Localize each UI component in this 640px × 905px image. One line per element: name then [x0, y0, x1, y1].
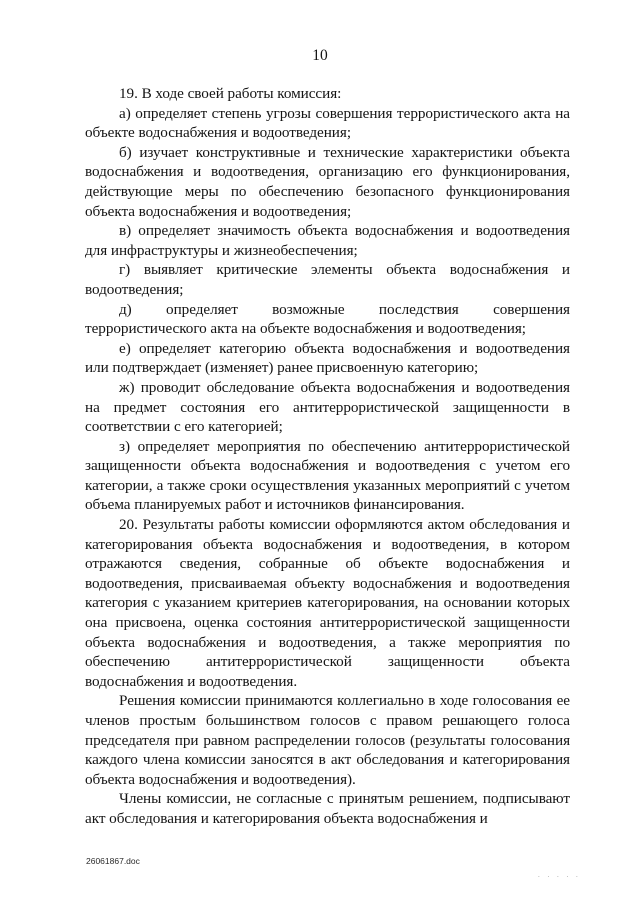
list-item-e: е) определяет категорию объекта водоснабжения и водоотведения или подтверждает (изменяет) ранее присвоенную категорию; — [85, 339, 570, 377]
list-item-v: в) определяет значимость объекта водоснабжения и водоотведения для инфраструктуры и жизнеобеспечения; — [85, 222, 570, 259]
paragraph-20: 20. Результаты работы комиссии оформляются актом обследования и категорирования объекта водоснабжения и водоотведения, в котором отражаются сведения, собранные об объекте водоснабжения и водоотведения, присваиваемая объекту водоснабжения и водоотведения категория с указанием критериев категорирования, на основании которых она присвоена, оценка состояния антитеррористической защищенности объекта водоснабжения и водоотведения, а также мероприятия по обеспечению антитеррористической защищенности объекта водоснабжения и водоотведения. — [85, 516, 570, 690]
list-item-a: а) определяет степень угрозы совершения террористического акта на объекте водоснабжения и водоотведения; — [85, 104, 570, 142]
paragraph-decisions: Решения комиссии принимаются коллегиально в ходе голосования ее членов простым большинством голосов с правом решающего голоса председателя при равном распределении голосов (результаты голосования каждого члена комиссии заносятся в акт обследования и категорирования объекта водоснабжения и водоотведения). — [85, 692, 570, 788]
list-item-z: з) определяет мероприятия по обеспечению антитеррористической защищенности объекта водоснабжения и водоотведения с учетом его категории, а также сроки осуществления указанных мероприятий с учетом объема планируемых работ и источников финансирования. — [85, 437, 570, 514]
list-item-d: д) определяет возможные последствия совершения террористического акта на объекте водоснабжения и водоотведения; — [85, 300, 570, 338]
document-body — [85, 84, 570, 829]
paragraph-dissent: Члены комиссии, не согласные с принятым решением, подписывают акт обследования и категорирования объекта водоснабжения и — [85, 790, 570, 827]
footer-file-name: 26061867.doc — [86, 856, 140, 866]
list-item-zh: ж) проводит обследование объекта водоснабжения и водоотведения на предмет состояния его антитеррористической защищенности в соответствии с его категорией; — [85, 378, 570, 436]
paragraph-19-intro: 19. В ходе своей работы комиссия: — [119, 85, 342, 102]
list-item-g: г) выявляет критические элементы объекта водоснабжения и водоотведения; — [85, 261, 570, 298]
list-item-b: б) изучает конструктивные и технические характеристики объекта водоснабжения и водоотведения, организацию его функционирования, действующие меры по обеспечению безопасного функционирования объекта водоснабжения и водоотведения; — [85, 143, 570, 220]
page-number: 10 — [312, 47, 328, 64]
scan-artifact-dots: . . . . . — [538, 871, 581, 879]
